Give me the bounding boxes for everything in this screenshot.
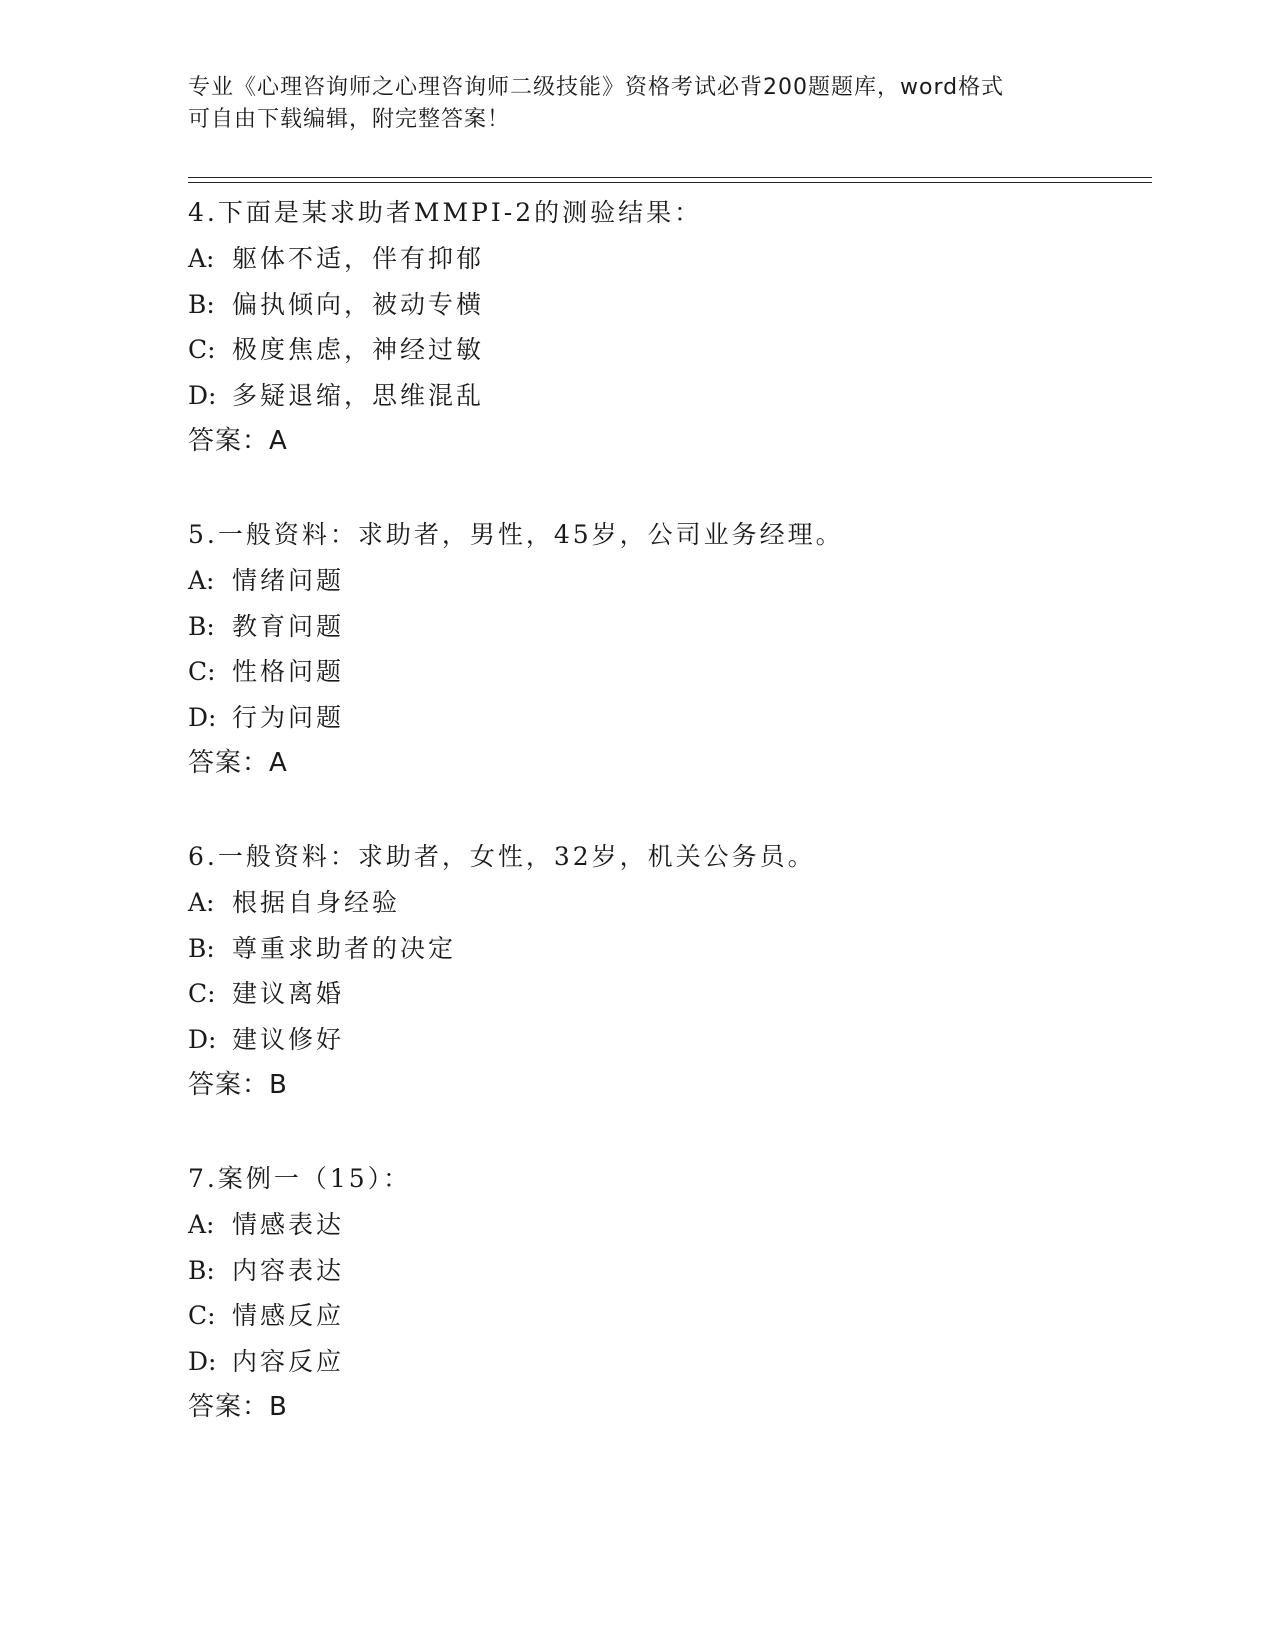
option-d: [188, 373, 1148, 419]
option-text: 情绪问题: [232, 566, 345, 595]
option-b: [188, 282, 1148, 328]
answer-label: 答案：B: [188, 1070, 288, 1100]
option-text: 躯体不适，伴有抑郁: [232, 244, 485, 273]
option-key: D:: [188, 1024, 217, 1054]
option-key: A:: [188, 244, 215, 273]
option-text: 极度焦虑，神经过敏: [232, 335, 485, 364]
header-divider-bottom: [188, 182, 1152, 183]
option-d: [188, 695, 1148, 741]
question-stem: 4.下面是某求助者MMPI-2的测验结果：: [188, 198, 703, 227]
option-a: [188, 558, 1148, 604]
option-text: 建议离婚: [232, 979, 345, 1008]
option-a: [188, 880, 1148, 926]
option-text: 教育问题: [232, 611, 345, 641]
option-key: C:: [188, 979, 216, 1008]
option-text: 建议修好: [232, 1024, 345, 1054]
option-key: B:: [188, 933, 215, 963]
question-stem: 5.一般资料：求助者，男性，45岁，公司业务经理。: [188, 520, 844, 549]
question-list: [188, 190, 1148, 1478]
option-key: C:: [188, 335, 216, 364]
option-a: [188, 1202, 1148, 1248]
option-b: [188, 926, 1148, 972]
header-divider-top: [188, 177, 1152, 178]
option-text: 情感反应: [232, 1301, 345, 1330]
option-text: 性格问题: [232, 657, 345, 686]
header-line-2: 可自由下载编辑，附完整答案！: [188, 107, 511, 132]
option-text: 内容表达: [232, 1255, 345, 1285]
option-text: 行为问题: [232, 702, 345, 732]
option-key: D:: [188, 1346, 217, 1376]
option-d: [188, 1017, 1148, 1063]
question-4: [188, 190, 1148, 464]
document-header: [188, 72, 1068, 136]
option-text: 内容反应: [232, 1346, 345, 1376]
option-text: 根据自身经验: [232, 888, 401, 917]
option-b: [188, 604, 1148, 650]
option-key: A:: [188, 888, 215, 917]
question-7: [188, 1156, 1148, 1430]
option-c: [188, 327, 1148, 373]
option-text: 偏执倾向，被动专横: [232, 289, 485, 319]
question-6: [188, 834, 1148, 1108]
option-key: A:: [188, 1210, 215, 1239]
option-text: 多疑退缩，思维混乱: [232, 380, 485, 410]
option-c: [188, 649, 1148, 695]
answer-label: 答案：B: [188, 1392, 288, 1422]
answer-label: 答案：A: [188, 426, 288, 456]
option-key: B:: [188, 289, 215, 319]
question-5: [188, 512, 1148, 786]
option-key: C:: [188, 657, 216, 686]
header-line-1: 专业《心理咨询师之心理咨询师二级技能》资格考试必背200题题库，word格式: [188, 75, 1005, 100]
question-stem: 7.案例一（15）：: [188, 1164, 412, 1193]
option-d: [188, 1339, 1148, 1385]
option-key: D:: [188, 702, 217, 732]
option-key: D:: [188, 380, 217, 410]
option-b: [188, 1248, 1148, 1294]
option-key: B:: [188, 611, 215, 641]
option-text: 尊重求助者的决定: [232, 933, 457, 963]
option-a: [188, 236, 1148, 282]
option-key: A:: [188, 566, 215, 595]
option-c: [188, 971, 1148, 1017]
question-stem: 6.一般资料：求助者，女性，32岁，机关公务员。: [188, 842, 816, 871]
option-key: B:: [188, 1255, 215, 1285]
option-text: 情感表达: [232, 1210, 345, 1239]
option-key: C:: [188, 1301, 216, 1330]
answer-label: 答案：A: [188, 748, 288, 778]
option-c: [188, 1293, 1148, 1339]
